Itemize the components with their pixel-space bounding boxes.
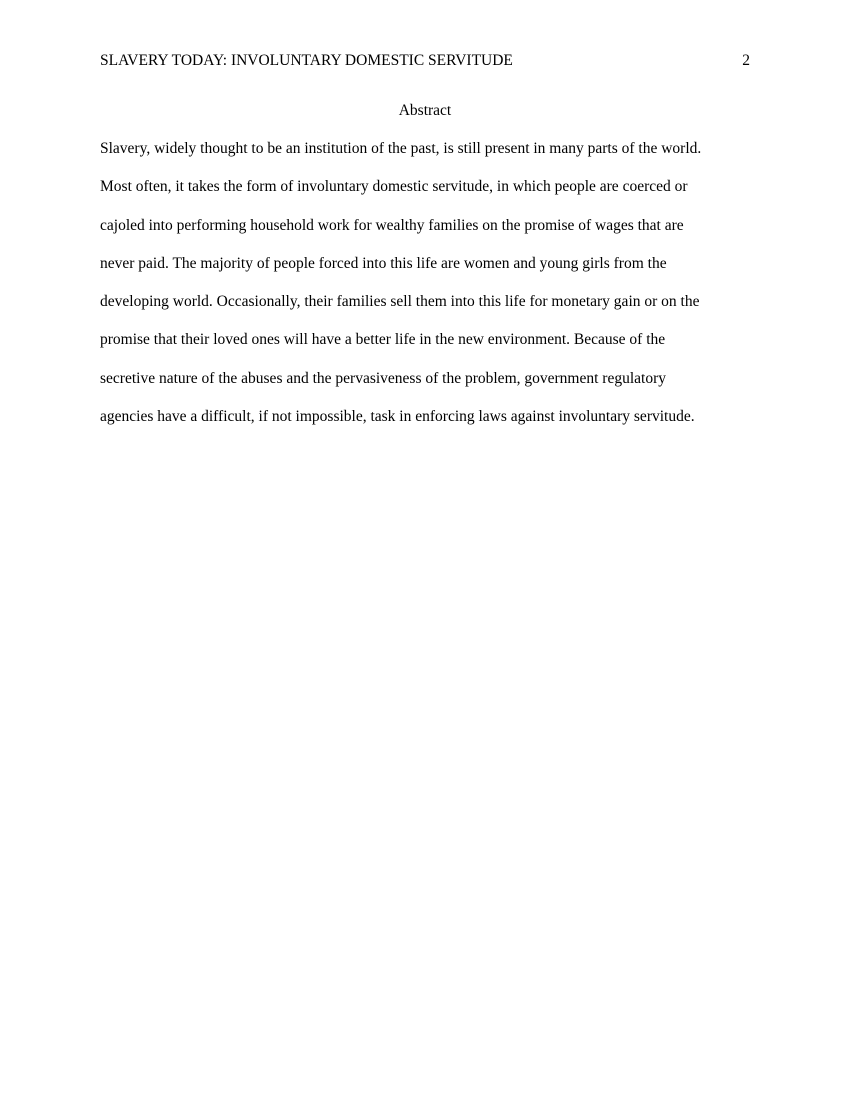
- abstract-paragraph: [100, 139, 760, 445]
- abstract-heading: Abstract: [398, 102, 452, 119]
- abstract-line: promise that their loved ones will have a better life in the new environment. Because of the: [100, 331, 666, 349]
- abstract-line: cajoled into performing household work for wealthy families on the promise of wages that are: [100, 216, 684, 234]
- abstract-line: developing world. Occasionally, their families sell them into this life for monetary gain or on the: [100, 293, 700, 311]
- abstract-line: Most often, it takes the form of involuntary domestic servitude, in which people are coerced or: [100, 178, 688, 196]
- abstract-line: agencies have a difficult, if not impossible, task in enforcing laws against involuntary servitude.: [100, 408, 695, 426]
- running-head: SLAVERY TODAY: INVOLUNTARY DOMESTIC SERVITUDE: [100, 52, 513, 69]
- abstract-line: never paid. The majority of people forced into this life are women and young girls from the: [100, 254, 667, 272]
- abstract-line: Slavery, widely thought to be an institution of the past, is still present in many parts of the world.: [100, 140, 702, 157]
- abstract-line: secretive nature of the abuses and the pervasiveness of the problem, government regulatory: [100, 369, 666, 387]
- page-number: 2: [742, 52, 750, 69]
